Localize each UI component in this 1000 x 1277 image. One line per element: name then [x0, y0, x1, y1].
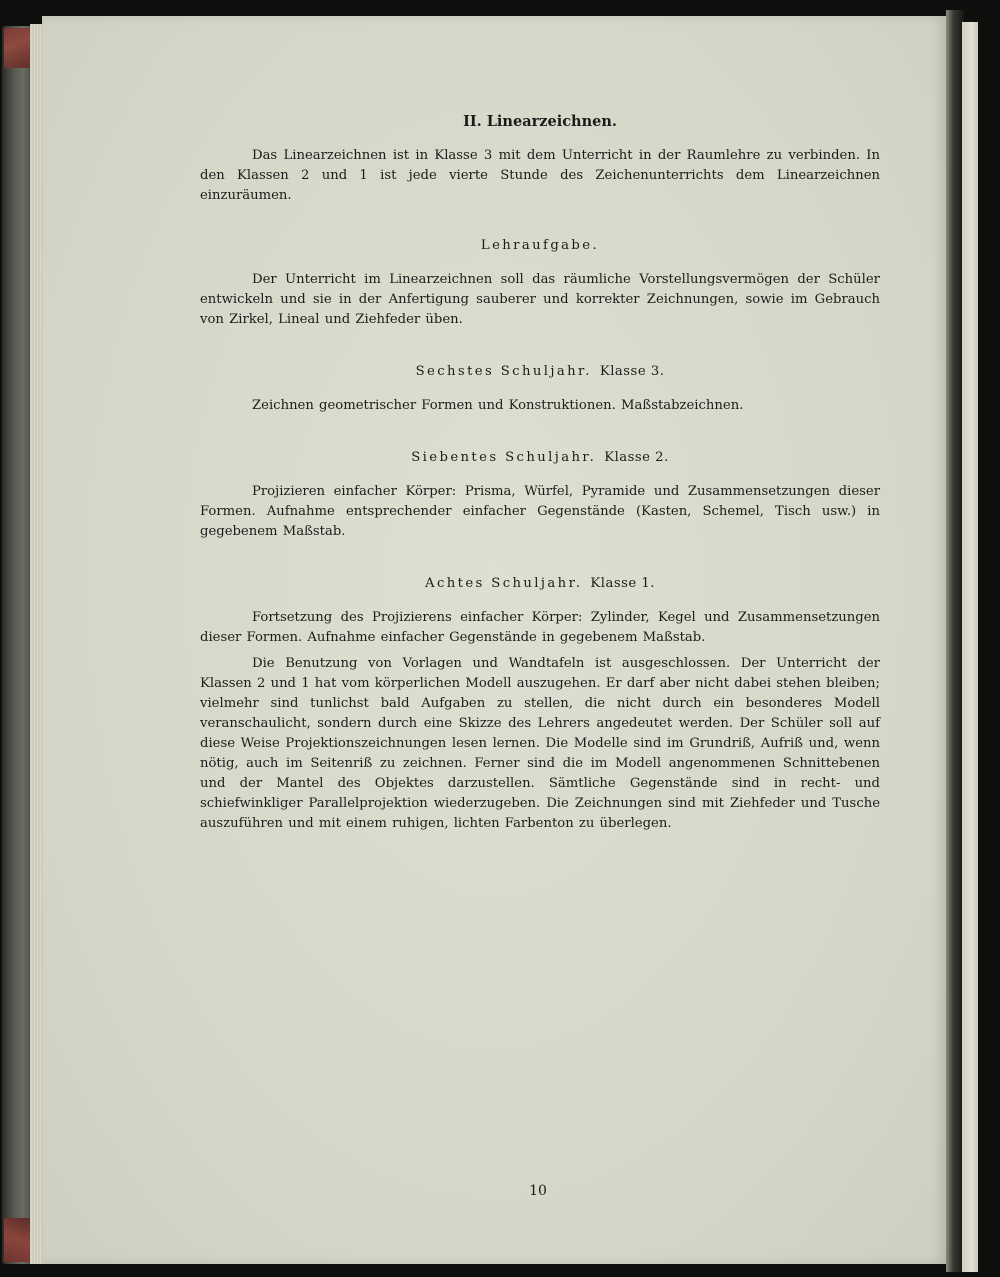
lehraufgabe-heading: Lehraufgabe.: [480, 238, 600, 253]
page-content: [200, 112, 880, 834]
section-title: Siebentes Schuljahr.: [411, 450, 597, 465]
intro-paragraph: Das Linearzeichnen ist in Klasse 3 mit dem Unterricht in der Raumlehre zu verbinden. In den Klassen 2 und 1 ist jede vierte Stunde des Zeichenunterrichts dem Linearzeichnen einzuräumen.: [200, 148, 880, 203]
section-paragraph: Projizieren einfacher Körper: Prisma, Würfel, Pyramide und Zusammensetzungen dieser Formen. Aufnahme entsprechender einfacher Gegenstände (Kasten, Schemel, Tisch usw.) in gegebenem Maßstab.: [200, 484, 880, 539]
section-klasse: Klasse 2.: [604, 450, 669, 465]
section-heading: [200, 448, 880, 468]
section-klasse: Klasse 1.: [590, 576, 655, 591]
section-paragraph: Zeichnen geometrischer Formen und Konstruktionen. Maßstabzeichnen.: [252, 398, 744, 413]
section-klasse: Klasse 3.: [599, 364, 665, 379]
section-heading: [200, 362, 880, 382]
section-heading: [200, 574, 880, 594]
page-number: 10: [529, 1183, 547, 1199]
lehraufgabe-paragraph: Der Unterricht im Linearzeichnen soll das räumliche Vorstellungsvermögen der Schüler entwickeln und sie in der Anfertigung sauberer und korrekter Zeichnungen, sowie im Gebrauch von Zirkel, Lineal und Ziehfeder üben.: [200, 272, 880, 327]
section-title: Achtes Schuljahr.: [425, 576, 583, 591]
page-title: II. Linearzeichnen.: [463, 113, 617, 130]
section-paragraph: Fortsetzung des Projizierens einfacher Körper: Zylinder, Kegel und Zusammensetzungen dieser Formen. Aufnahme einfacher Gegenstände in gegebenem Maßstab.: [200, 610, 880, 645]
next-page-edge: [962, 22, 978, 1272]
section-paragraph: Die Benutzung von Vorlagen und Wandtafeln ist ausgeschlossen. Der Unterricht der Klassen 2 und 1 hat vom körperlichen Modell auszugehen. Er darf aber nicht dabei stehen bleiben; vielmehr sind tunlichst bald Aufgaben zu stellen, die nicht durch ein besonderes Modell veranschaulicht, sondern durch eine Skizze des Lehrers angedeutet werden. Der Schüler soll auf diese Weise Projektionszeichnungen lesen lernen. Die Modelle sind im Grundriß, Aufriß und, wenn nötig, auch im Seitenriß zu zeichnen. Ferner sind die im Modell angenommenen Schnittebenen und der Mantel des Objektes darzustellen. Sämtliche Gegenstände sind in recht- und schiefwinkliger Parallelprojektion wiederzugeben. Die Zeichnungen sind mit Ziehfeder und Tusche auszuführen und mit einem ruhigen, lichten Farbenton zu überlegen.: [200, 656, 880, 831]
section-title: Sechstes Schuljahr.: [415, 364, 592, 379]
